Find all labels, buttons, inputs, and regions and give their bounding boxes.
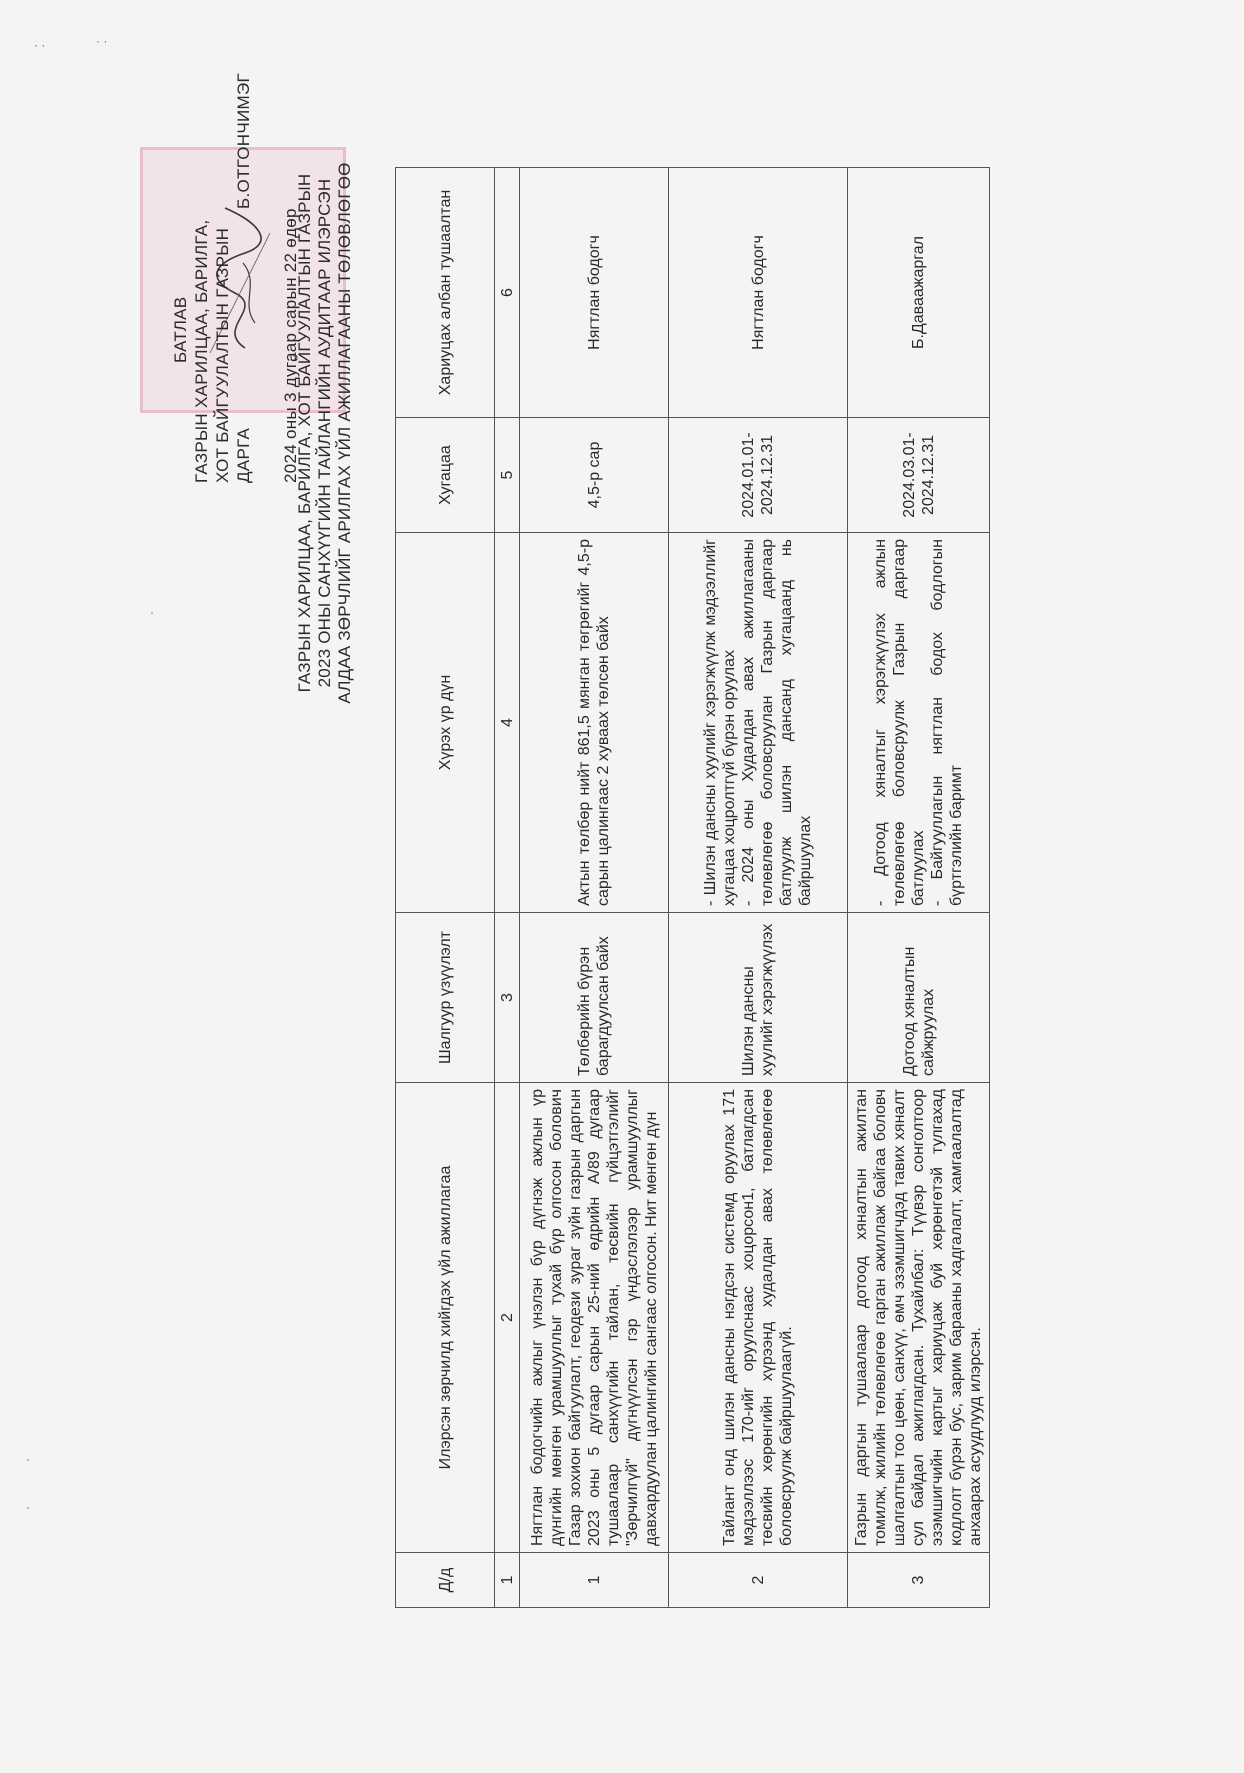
column-number: 1 — [495, 1553, 520, 1608]
approval-sign-row — [233, 63, 254, 483]
row-result-item: - Шилэн дансны хуулийг хэрэгжүүлж мэдээллийг хугацаа хоцролтгүй бүрэн оруулах — [702, 538, 738, 906]
approval-signer: Б.ОТГОНЧИМЭГ — [234, 73, 253, 209]
header-criteria: Шалгуур үзүүлэлт — [396, 913, 495, 1083]
row-criteria: Шилэн дансны хуулийг хэрэгжүүлэх — [669, 913, 848, 1083]
deadline-to: 2024.12.31 — [919, 434, 937, 516]
row-result: Актын төлбөр нийт 861,5 мянган төгрөгийг 4,5-р сарын цалингаас 2 хуваах төлсөн байх — [520, 533, 669, 913]
row-responsible: Б.Даваажаргал — [848, 168, 990, 418]
row-result — [669, 533, 848, 913]
table-row — [669, 168, 848, 1608]
column-number: 2 — [495, 1083, 520, 1553]
row-no: 2 — [669, 1553, 848, 1608]
row-no: 1 — [520, 1553, 669, 1608]
row-deadline — [669, 418, 848, 533]
row-deadline: 4,5-р сар — [520, 418, 669, 533]
approval-position: ДАРГА — [234, 427, 253, 483]
column-number: 5 — [495, 418, 520, 533]
header-deadline: Хугацаа — [396, 418, 495, 533]
deadline-to: 2024.12.31 — [759, 434, 776, 516]
document-title-line-3: АЛДАА ЗӨРЧЛИЙГ АРИЛГАХ ҮЙЛ АЖИЛЛАГААНЫ ТӨЛӨВЛӨГӨӨ — [335, 162, 354, 704]
approval-block — [170, 63, 301, 483]
table-row — [848, 168, 990, 1608]
row-criteria: Дотоод хяналтын сайжруулах — [848, 913, 990, 1083]
header-action: Илэрсэн зөрчилд хийгдэх үйл ажиллагаа — [396, 1083, 495, 1553]
header-responsible: Хариуцах албан тушаалтан — [396, 168, 495, 418]
column-number-row — [495, 168, 520, 1608]
row-responsible: Нягтлан бодогч — [520, 168, 669, 418]
header-no: Д/д — [396, 1553, 495, 1608]
row-result-item: - 2024 оны Худалдан авах ажиллагааны төлөвлөгөө боловсруулан Газрын даргаар батлуулж шилэн дансанд хугацаанд нь байршуулах — [740, 539, 814, 906]
deadline-from: 2024.03.01- — [900, 432, 918, 518]
row-deadline — [848, 418, 990, 533]
table-header-row — [396, 168, 495, 1608]
row-responsible: Нягтлан бодогч — [669, 168, 848, 418]
row-action: Тайлант онд шилэн дансны нэгдсэн системд оруулах 171 мэдээллээс 170-ийг оруулснаас хоцорсон1, батлагдсан төсвийн хөрөнгийн хүрээнд худалдан авах төлөвлөгөө боловсруулж байршуулаагүй. — [669, 1083, 848, 1553]
column-number: 4 — [495, 533, 520, 913]
document-title — [295, 153, 355, 713]
document-title-line-2: 2023 ОНЫ САНХҮҮГИЙН ТАЙЛАНГИЙН АУДИТААР ИЛЭРСЭН — [315, 178, 334, 688]
action-plan-table — [395, 167, 990, 1608]
document-title-line-1: ГАЗРЫН ХАРИЛЦАА, БАРИЛГА, ХОТ БАЙГУУЛАЛТЫН ГАЗРЫН — [295, 173, 314, 693]
deadline-from: 2024.01.01- — [740, 432, 757, 518]
row-action: Нягтлан бодогчийн ажлыг үнэлэн бүр дүгнэж ажлын үр дүнгийн мөнгөн урамшууллыг тухай бүр олгосон болович Газар зохион байгуулалт, геодези зураг зүйн газрын даргын 2023 оны 5 дугаар сарын 25-ний өдрийн А/89 дугаар тушаалаар санхүүгийн тайлан, төсвийн гүйцэтгэлийг "Зөрчилгүй" дүгнүүлсэн гэр үндэслэлээр урамшууллыг давхардуулан цалингийн сангаас олгосон. Нит мөнгөн дүн — [520, 1083, 669, 1553]
table-row — [520, 168, 669, 1608]
approval-org-line-2: ХОТ БАЙГУУЛАЛТЫН ГАЗРЫН — [213, 227, 232, 483]
approval-title: БАТЛАВ — [171, 296, 190, 363]
header-result: Хүрэх үр дүн — [396, 533, 495, 913]
row-result — [848, 533, 990, 913]
row-criteria: Төлбөрийн бүрэн барагдуулсан байх — [520, 913, 669, 1083]
document-page: · · · · · · · БАТЛАВ ГАЗРЫН ХАРИЛЦАА, БАРИЛГА, ХОТ БАЙГУУЛАЛТЫН ГАЗРЫН ДАРГА Б.ОТГОНЧИМЭГ 2024 оны 3 дугаар сарын 22 өдөр ГАЗРЫН ХАРИЛЦАА, БАРИЛГА, ХОТ БАЙГУУЛАЛТЫН ГАЗРЫН 2023 ОНЫ САНХҮҮГИЙН ТАЙЛАНГИЙН АУДИТААР ИЛЭРСЭН АЛДАА ЗӨРЧЛИЙГ АРИЛГАХ ҮЙЛ АЖИЛЛАГААНЫ ТӨЛӨВЛӨГӨӨ Д/д Илэрсэн зөрчилд хийгдэх үйл ажиллагаа Шалгуур үзүүлэлт Хүрэх үр дүн Хугацаа Хариуцах албан тушаалтан 1 2 3 4 5 6 1 Нягтлан бодогчийн ажлыг үнэлэн бүр дүгнэж ажлын үр дүнгийн мөнгөн урамшууллыг тухай бүр олгосон болович Газар зохион байгуулалт, геодези зураг зүйн газрын даргын 2023 оны 5 дугаар сарын 25-ний өдрийн А/89 дугаар тушаалаар санхүүгийн тайлан, төсвийн гүйцэтгэлийг "Зөрчилгүй" дүгнүүлсэн гэр үндэслэлээр урамшууллыг давхардуулан цалингийн сангаас олгосон. Нит мөнгөн дүн Төлбөрийн бүрэн барагдуулсан байх Актын төлбөр нийт 861,5 мянган төгрөгийг 4,5-р сарын цалингаас 2 хуваах төлсөн байх 4,5-р сар Нягтлан бодогч 2 Тайлант онд шилэн дансны нэгдсэн системд оруулах 171 мэдээллээс 170-ийг оруулснаас хоцорсон1, батлагдсан төсвийн хөрөнгийн хүрээнд худалдан авах төлөвлөгөө боловсруулж байршуулаагүй. Шилэн дансны хуулийг хэрэгжүүлэх - Шилэн дансны хуулийг хэрэгжүүлж мэдээллийг хугацаа хоцролтгүй бүрэн оруулах - 2024 оны Худалдан авах ажиллагааны төлөвлөгөө боловсруулан Газрын даргаар батлуулж шилэн дансанд хугацаанд нь байршуулах 2024.01.01- 2024.12.31 Нягтлан бодогч 3 Газрын даргын тушаалаар дотоод хяналтын ажилтан томилж, жилийн төлөвлөгөө гарган ажиллаж байгаа боловч шалгалтын тоо цөөн, санхүү, өмч эзэмшигчдэд тавих хяналт сул байдал ажиглагдсан. Тухайлбал: Түүвэр сонголтоор эзэмшигчийн картыг хариуцаж буй хөрөнгөтэй тулгахад кодлолт бүрэн бус, зарим барааны хадгалалт, хамгаалалтад анхаарах асуудлууд илэрсэн. Дотоод хяналтын сайжруулах - Дотоод хяналтыг хэрэгжүүлэх ажлын төлөвлөгөө боловсруулж Газрын даргаар батлуулах - Байгууллагын нягтлан бодох бодлогын бүртгэлийн баримт 2024.03.01- 2024.12.31 Б.Даваажаргал — [0, 0, 1244, 1773]
row-no: 3 — [848, 1553, 990, 1608]
column-number: 6 — [495, 168, 520, 418]
column-number: 3 — [495, 913, 520, 1083]
approval-date: 2024 оны 3 дугаар сарын 22 өдөр — [281, 208, 300, 483]
approval-org-line-1: ГАЗРЫН ХАРИЛЦАА, БАРИЛГА, — [192, 219, 211, 483]
row-result-item: - Дотоод хяналтыг хэрэгжүүлэх ажлын төлөвлөгөө боловсруулж Газрын даргаар батлуулах — [872, 539, 927, 906]
row-action: Газрын даргын тушаалаар дотоод хяналтын ажилтан томилж, жилийн төлөвлөгөө гарган ажиллаж байгаа боловч шалгалтын тоо цөөн, санхүү, өмч эзэмшигчдэд тавих хяналт сул байдал ажиглагдсан. Тухайлбал: Түүвэр сонголтоор эзэмшигчийн картыг хариуцаж буй хөрөнгөтэй тулгахад кодлолт бүрэн бус, зарим барааны хадгалалт, хамгаалалтад анхаарах асуудлууд илэрсэн. — [848, 1083, 990, 1553]
row-result-item: - Байгууллагын нягтлан бодох бодлогын бүртгэлийн баримт — [929, 539, 965, 906]
